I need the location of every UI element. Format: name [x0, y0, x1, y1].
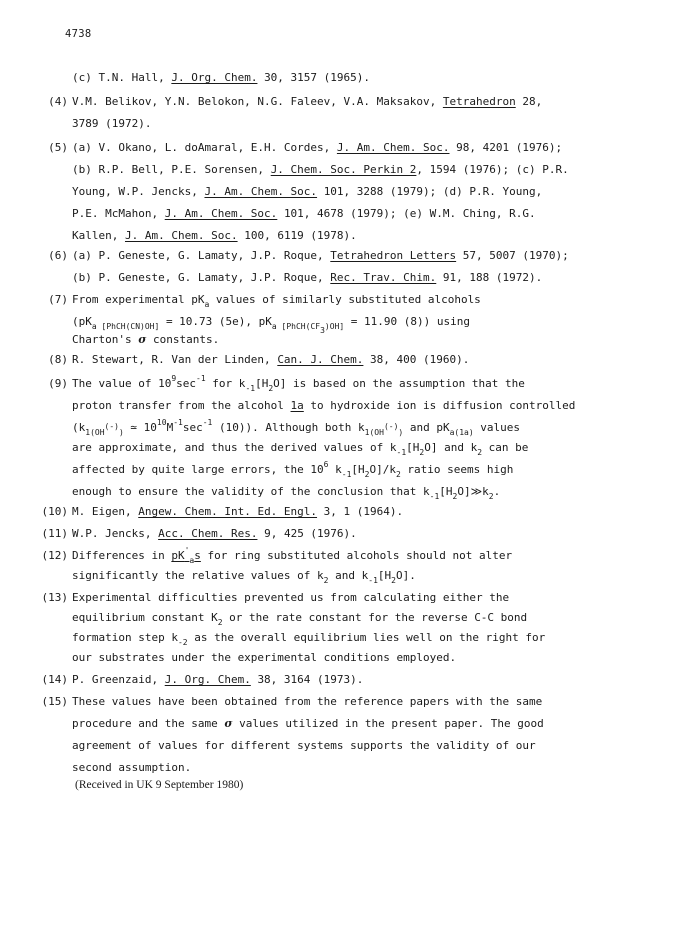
journal-title: Tetrahedron [442, 95, 516, 108]
ref-line: P.E. McMahon, J. Am. Chem. Soc. 101, 4678 (1979); (e) W.M. Ching, R.G. [72, 207, 536, 220]
ref-line: (b) R.P. Bell, P.E. Sorensen, J. Chem. Soc. Perkin 2, 1594 (1976); (c) P.R. [72, 163, 569, 176]
ref-line: formation step $k_{-2}$ as the overall equilibrium lies well on the right for [72, 631, 546, 647]
ref-line: affected by quite large errors, the $10^6$ $k_{-1}[H_2O]/k_2$ ratio seems high [72, 460, 514, 479]
ref-number: (6) [48, 249, 68, 262]
journal-title: J. Am. Chem. Soc. [124, 229, 238, 242]
ref-line: R. Stewart, R. Van der Linden, Can. J. Chem. 38, 400 (1960). [72, 353, 470, 366]
ref-line: W.P. Jencks, Acc. Chem. Res. 9, 425 (1976). [72, 527, 357, 540]
ref-number: (12) [41, 549, 68, 562]
ref-number: (7) [48, 293, 68, 306]
ref-line: The value of $10^9\sec^{-1}$ for $k_{-1}[H_2O]$ is based on the assumption that the [72, 374, 525, 393]
ref-number: (15) [41, 695, 68, 708]
ref-number: (5) [48, 141, 68, 154]
ref-line: ($pK_{a [PhCH(CN)OH]} = 10.73$ (5e), $pK_{a [PhCH(CF_3)OH]} = 11.90$ (8)) using [72, 315, 471, 335]
sigma-symbol: σ [138, 333, 147, 346]
ref-line: V.M. Belikov, Y.N. Belokon, N.G. Faleev, V.A. Maksakov, Tetrahedron 28, [72, 95, 543, 108]
journal-title: J. Chem. Soc. Perkin 2 [270, 163, 417, 176]
ref-line: These values have been obtained from the reference papers with the same [72, 695, 543, 708]
journal-title: Rec. Trav. Chim. [330, 271, 437, 284]
ref-line: Kallen, J. Am. Chem. Soc. 100, 6119 (1978). [72, 229, 357, 242]
ref-number: (13) [41, 591, 68, 604]
ref-line: From experimental $pK_a$ values of similarly substituted alcohols [72, 293, 481, 309]
ref-line: (b) P. Geneste, G. Lamaty, J.P. Roque, Rec. Trav. Chim. 91, 188 (1972). [72, 271, 543, 284]
ref-line: (a) V. Okano, L. doAmaral, E.H. Cordes, J. Am. Chem. Soc. 98, 4201 (1976); [72, 141, 563, 154]
ref-line: 3789 (1972). [72, 117, 152, 130]
ref-line: (a) P. Geneste, G. Lamaty, J.P. Roque, Tetrahedron Letters 57, 5007 (1970); [72, 249, 569, 262]
ref-line: equilibrium constant $K_2$ or the rate constant for the reverse C-C bond [72, 611, 528, 627]
journal-title: Can. J. Chem. [277, 353, 364, 366]
ref-line: enough to ensure the validity of the conclusion that $k_{-1}[H_2O]≫k_2$. [72, 485, 501, 501]
journal-title: J. Am. Chem. Soc. [204, 185, 318, 198]
ref-number: (14) [41, 673, 68, 686]
ref-line: M. Eigen, Angew. Chem. Int. Ed. Engl. 3, 1 (1964). [72, 505, 404, 518]
ref-line: ($k_{1(OH^{(-)})}$ ≃ $10^{10}M^{-1}\sec^{-1}$ (10)). Although both $k_{1(OH^{(-)})}$ and $pK_{a(1a)}$ values [72, 418, 521, 437]
received-date-note: (Received in UK 9 September 1980) [75, 779, 244, 791]
ref-line: Differences in $pK'_as$ for ring substituted alcohols should not alter [72, 546, 513, 565]
journal-title: J. Am. Chem. Soc. [164, 207, 278, 220]
journal-title: J. Org. Chem. [171, 71, 258, 84]
ref-line: second assumption. [72, 761, 192, 774]
ref-line: proton transfer from the alcohol 1a to hydroxide ion is diffusion controlled [72, 399, 576, 412]
journal-title: J. Am. Chem. Soc. [336, 141, 450, 154]
page-number: 4738 [65, 28, 92, 40]
ref-line: our substrates under the experimental conditions employed. [72, 651, 457, 664]
ref-number: (8) [48, 353, 68, 366]
ref-number: (10) [41, 505, 68, 518]
ref-line: Charton's σ constants. [72, 333, 220, 346]
sigma-symbol: σ [224, 717, 233, 730]
ref-line: Experimental difficulties prevented us from calculating either the [72, 591, 510, 604]
journal-title: Angew. Chem. Int. Ed. Engl. [138, 505, 318, 518]
ref-line: are approximate, and thus the derived values of $k_{-1}[H_2O]$ and $k_2$ can be [72, 441, 529, 457]
compound-label: 1a [290, 399, 304, 412]
ref-line: procedure and the same σ values utilized in the present paper. The good [72, 717, 544, 730]
ref-line: Young, W.P. Jencks, J. Am. Chem. Soc. 101, 3288 (1979); (d) P.R. Young, [72, 185, 543, 198]
journal-title: J. Org. Chem. [164, 673, 251, 686]
journal-title: Acc. Chem. Res. [158, 527, 258, 540]
ref-number: (9) [48, 377, 68, 390]
ref-number: (11) [41, 527, 68, 540]
journal-title: Tetrahedron Letters [330, 249, 457, 262]
ref-line: significantly the relative values of $k_2$ and $k_{-1}[H_2O]$. [72, 569, 416, 585]
ref-line: agreement of values for different systems supports the validity of our [72, 739, 536, 752]
ref-line: P. Greenzaid, J. Org. Chem. 38, 3164 (1973). [72, 673, 364, 686]
ref-number: (4) [48, 95, 68, 108]
ref-line: (c) T.N. Hall, J. Org. Chem. 30, 3157 (1965). [72, 71, 371, 84]
